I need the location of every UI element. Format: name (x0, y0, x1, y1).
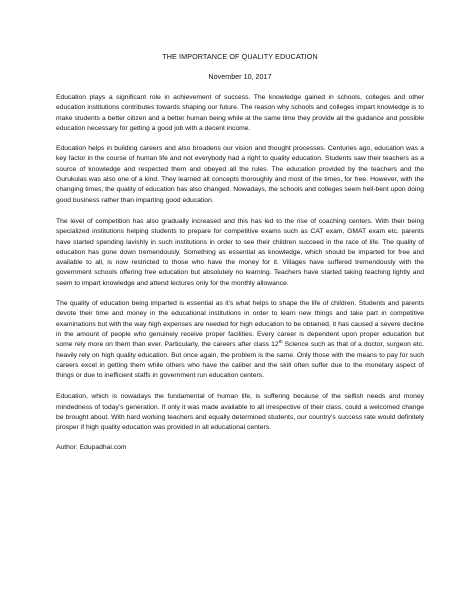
paragraph-5: Education, which is nowadays the fundamental of human life, is suffering because of the selfish needs and money mindedness of today’s generation. If only it was made available to all irrespective of their class, could a welcomed change be brought about. With hard working teachers and equally determined students, our country’s success rate would definitely prosper if high quality education was provided in all educational centers. (56, 393, 424, 432)
paragraph-3: The level of competition has also gradually increased and this has led to the rise of coaching centers. With their being specialized institutions helping students to prepare for competitive exams such as CAT exam, GMAT exam etc. parents have started spending lavishly in such institutions in order to see their children succeed in the race of life. The quality of education has gone down tremendously. Something as essential as knowledge, which should be imparted for free and available to all, is now restricted to those who have the money for it. Villages have suffered tremendously with the government schools offering free education but absolutely no learning. Teachers have started taking teaching lightly and seem to impart knowledge and attend lectures only for the monthly allowance. (56, 217, 424, 287)
paragraph-4-superscript: th (278, 338, 283, 344)
paragraph-1: Education plays a significant role in achievement of success. The knowledge gained in schools, colleges and other education institutions contributes towards shaping our future. The reason why schools and colleges impart knowledge is to make students a better citizen and a better human being while at the same time they provide all the guidance and possible education necessary for getting a good job with a decent income. (56, 94, 424, 132)
author-line: Author: Edupadhai.com (56, 443, 127, 451)
paragraph-4 (56, 299, 424, 381)
document-title: THE IMPORTANCE OF QUALITY EDUCATION (162, 52, 318, 61)
document-date: November 10, 2017 (208, 72, 272, 81)
paragraph-2: Education helps in building careers and also broadens our vision and thought processes. Centuries ago, education was a key factor in the course of human life and not everybody had a right to quality education. Students saw their teachers as a source of knowledge and respected them and obeyed all the rules. The education provided by the teachers and the Gurukulas was also one of a kind. They learned all concepts thoroughly and most of the times, for free. However, with the changing times, the quality of education has also changed. Nowadays, the schools and colleges seem hell-bent upon doing good business rather than imparting good education. (56, 145, 424, 204)
paragraph-4-body: Students and parents devote their time and money in the educational institutions in order to learn new things and take part in competitive examinations but with the way high expenses are needed for high education to be obtained, it has caused a severe decline in the amount of people who genuinely receive proper facilities. Every career is dependent upon proper education but some rely more on them than ever. Particularly, the careers after class 12 (56, 300, 424, 349)
paragraph-4-tail: Science such as that of a doctor, surgeon etc. heavily rely on high quality education. But once again, the problem is the same. Only those with the means to pay for such careers excel in getting them while others who have the caliber and the skill often suffer due to the monetary aspect of things or due to inefficient staffs in government run education centers. (56, 341, 424, 380)
paragraph-4-lead: The quality of education being imparted is essential as it’s what helps to shape the life of children. (56, 300, 357, 308)
